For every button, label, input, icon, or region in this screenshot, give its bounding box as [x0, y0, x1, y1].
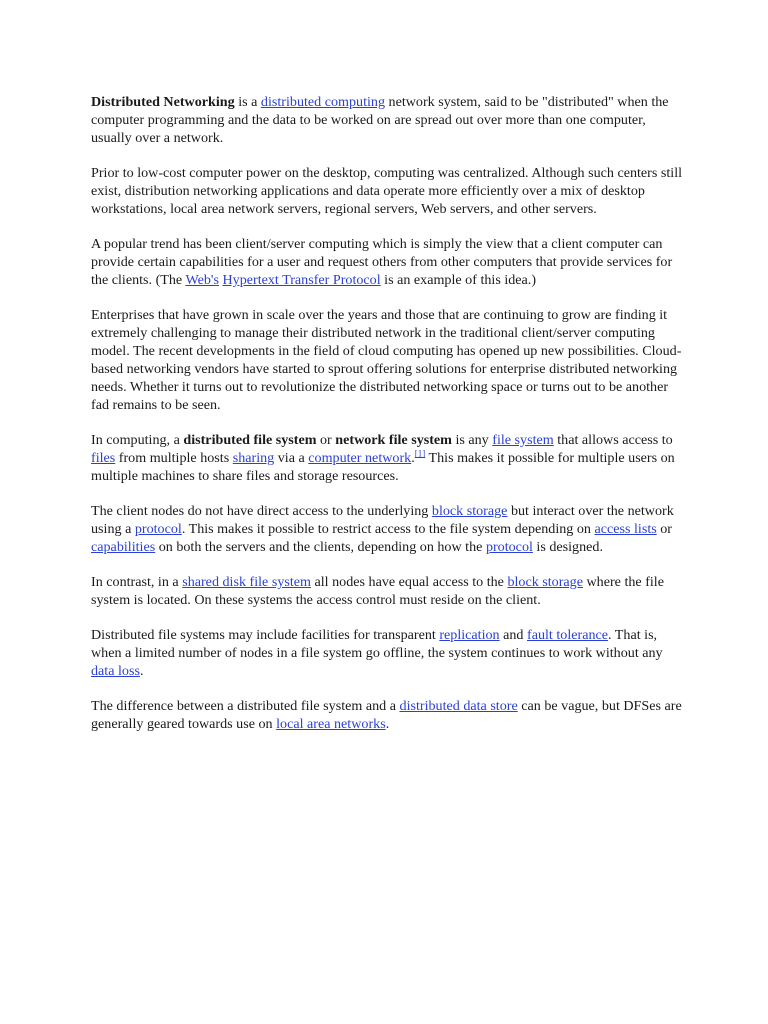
- reference-1-link[interactable]: [1]: [414, 448, 426, 459]
- text-run: .: [139, 663, 144, 679]
- text-run: .: [411, 450, 415, 466]
- link-files[interactable]: files: [91, 450, 116, 466]
- link-local-area-networks[interactable]: local area networks: [276, 716, 386, 732]
- paragraph-data-store: [91, 697, 683, 733]
- text-run: on both the servers and the clients, depending on how the: [155, 539, 486, 555]
- text-run: network system, said to be "distributed" when the computer programming and the data to be worked on are spread out over more than one computer, usually over a network.: [91, 94, 669, 146]
- text-run: . This makes it possible to restrict access to the file system depending on: [181, 521, 595, 537]
- link-computer-network[interactable]: computer network: [308, 450, 412, 466]
- link-capabilities[interactable]: capabilities: [91, 539, 156, 555]
- link-shared-disk-file-system[interactable]: shared disk file system: [182, 574, 311, 590]
- text-run: and: [499, 627, 528, 643]
- text-run: Distributed file systems may include facilities for transparent: [91, 627, 440, 643]
- paragraph-client-nodes: [91, 502, 683, 556]
- text-run: but interact over the network using a: [91, 503, 674, 537]
- text-run: that allows access to: [553, 432, 673, 448]
- text-run: This makes it possible for multiple users on multiple machines to share files and storage resources.: [91, 450, 675, 484]
- link-distributed-computing[interactable]: distributed computing: [260, 94, 386, 110]
- link-block-storage[interactable]: block storage: [431, 503, 508, 519]
- text-run: In contrast, in a: [91, 574, 183, 590]
- link-file-system[interactable]: file system: [492, 432, 554, 448]
- text-run: or: [316, 432, 336, 448]
- paragraph-distributed-networking: [91, 93, 683, 147]
- text-run: is designed.: [532, 539, 603, 555]
- link-hypertext-transfer-protocol[interactable]: Hypertext Transfer Protocol: [222, 272, 381, 288]
- text-run: can be vague, but DFSes are generally geared towards use on: [91, 698, 682, 732]
- text-run: is any: [451, 432, 493, 448]
- paragraph-distributed-file-system: [91, 431, 683, 485]
- text-run: from multiple hosts: [115, 450, 233, 466]
- bold-term: Distributed Networking: [91, 94, 235, 110]
- text-run: .: [385, 716, 390, 732]
- text-run: A popular trend has been client/server computing which is simply the view that a client computer can provide certain capabilities for a user and request others from other computers that provide services for the clients. (The: [91, 236, 673, 288]
- bold-term: network file system: [335, 432, 452, 448]
- text-run: The client nodes do not have direct access to the underlying: [91, 503, 432, 519]
- text-run: . That is, when a limited number of nodes in a file system go offline, the system continues to work without any: [91, 627, 663, 661]
- text-run: or: [656, 521, 672, 537]
- paragraph-shared-disk: [91, 573, 683, 609]
- link-webs[interactable]: Web's: [185, 272, 219, 288]
- link-protocol[interactable]: protocol: [134, 521, 182, 537]
- link-protocol-2[interactable]: protocol: [485, 539, 533, 555]
- text-run: Enterprises that have grown in scale over the years and those that are continuing to grow are finding it extremely challenging to manage their distributed network in the traditional client/server computing model. The recent developments in the field of cloud computing has opened up new possibilities. Cloud-based networking vendors have started to sprout offering solutions for enterprise distributed networking needs. Whether it turns out to revolutionize the distributed networking space or turns out to be another fad remains to be seen.: [91, 307, 682, 413]
- bold-term: distributed file system: [183, 432, 317, 448]
- link-replication[interactable]: replication: [439, 627, 500, 643]
- text-run: In computing, a: [91, 432, 184, 448]
- paragraph-replication: [91, 626, 683, 680]
- text-run: via a: [274, 450, 309, 466]
- text-run: is an example of this idea.): [380, 272, 537, 288]
- paragraph-centralized-computing: [91, 164, 683, 218]
- link-distributed-data-store[interactable]: distributed data store: [399, 698, 518, 714]
- document-body: [91, 93, 683, 750]
- link-fault-tolerance[interactable]: fault tolerance: [527, 627, 609, 643]
- link-block-storage-2[interactable]: block storage: [507, 574, 583, 590]
- text-run: Prior to low-cost computer power on the desktop, computing was centralized. Although such centers still exist, distribution networking applications and data operate more efficiently over a mix of desktop workstations, local area network servers, regional servers, Web servers, and other servers.: [91, 165, 683, 217]
- text-run: is a: [234, 94, 261, 110]
- paragraph-enterprises-cloud: [91, 306, 683, 414]
- text-run: where the file system is located. On these systems the access control must reside on the client.: [91, 574, 664, 608]
- link-data-loss[interactable]: data loss: [91, 663, 140, 679]
- text-run: The difference between a distributed file system and a: [91, 698, 400, 714]
- link-access-lists[interactable]: access lists: [594, 521, 657, 537]
- text-run: all nodes have equal access to the: [310, 574, 508, 590]
- link-sharing[interactable]: sharing: [232, 450, 275, 466]
- paragraph-client-server: [91, 235, 683, 289]
